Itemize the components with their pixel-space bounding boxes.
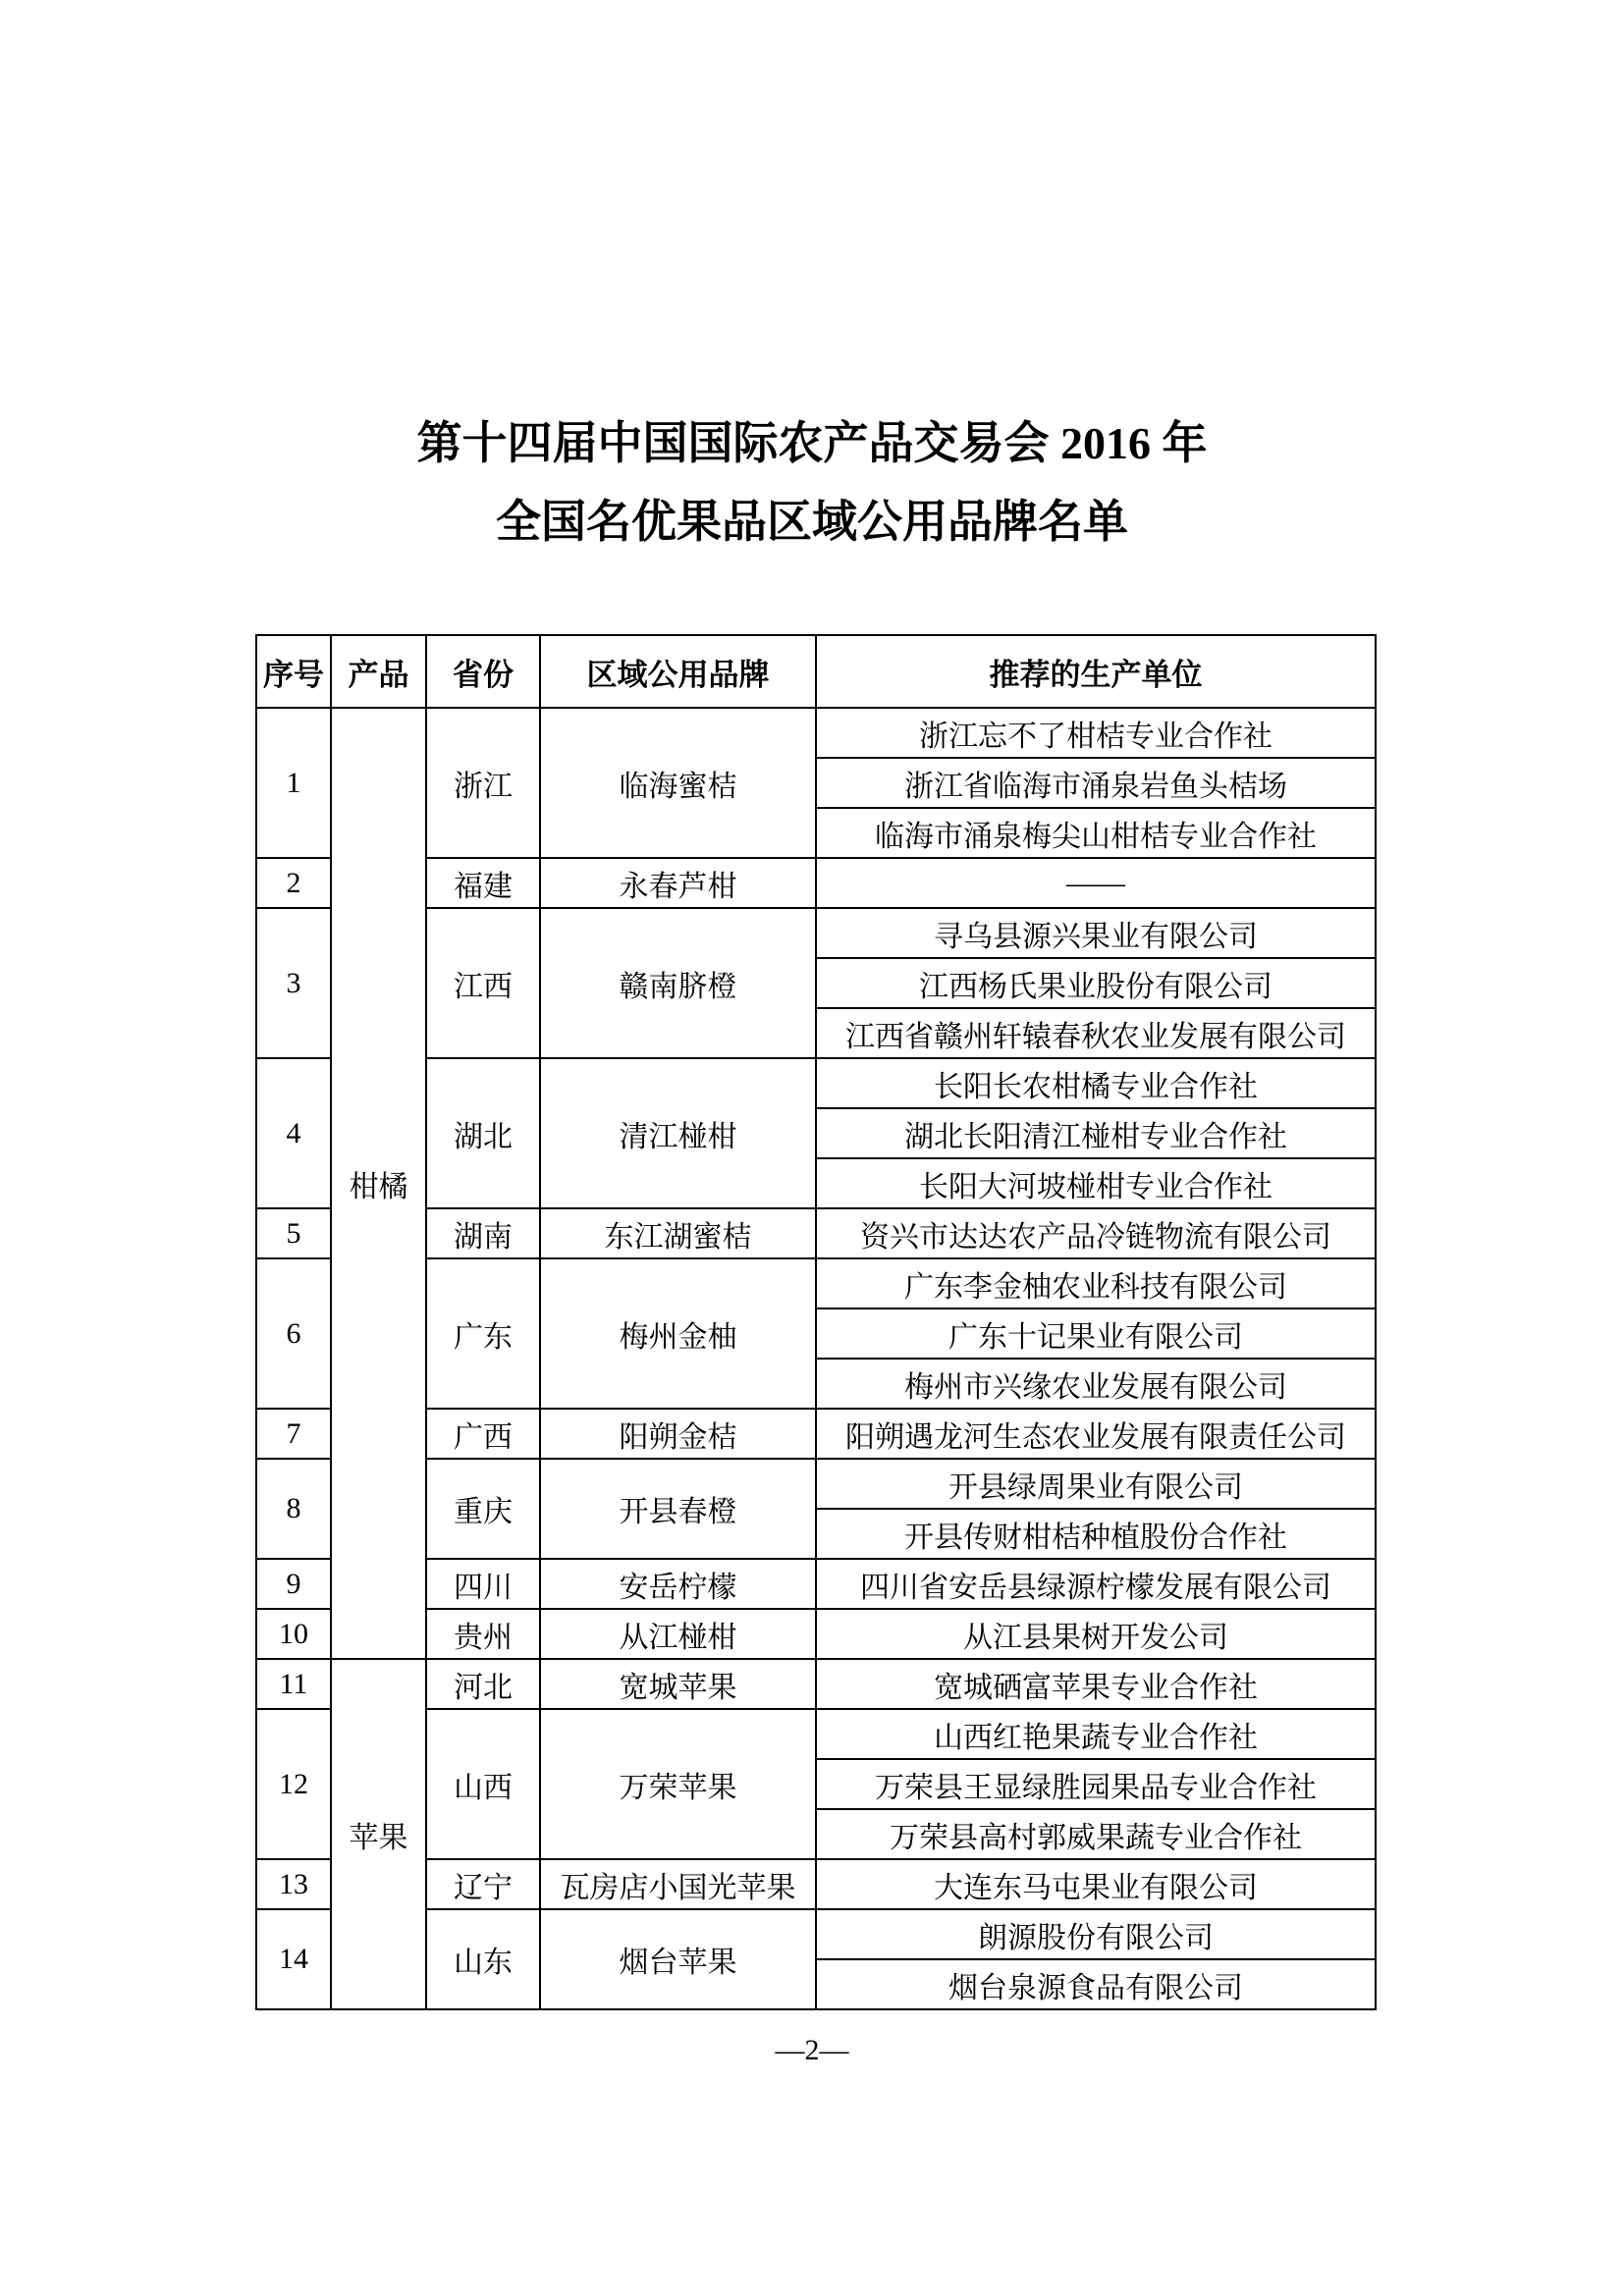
cell-brand: 万荣苹果: [540, 1709, 816, 1859]
cell-brand: 赣南脐橙: [540, 908, 816, 1058]
cell-province: 河北: [426, 1659, 540, 1709]
cell-producer: 朗源股份有限公司: [816, 1909, 1376, 1959]
cell-province: 贵州: [426, 1609, 540, 1659]
cell-serial: 9: [256, 1559, 331, 1609]
cell-brand: 从江椪柑: [540, 1609, 816, 1659]
cell-producer: 江西省赣州轩辕春秋农业发展有限公司: [816, 1008, 1376, 1058]
cell-brand: 永春芦柑: [540, 858, 816, 908]
header-province: 省份: [426, 635, 540, 708]
cell-serial: 10: [256, 1609, 331, 1659]
page-title: [0, 404, 1624, 561]
cell-producer: 江西杨氏果业股份有限公司: [816, 958, 1376, 1008]
cell-brand: 宽城苹果: [540, 1659, 816, 1709]
cell-serial: 14: [256, 1909, 331, 2009]
cell-serial: 12: [256, 1709, 331, 1859]
cell-province: 山东: [426, 1909, 540, 2009]
cell-serial: 7: [256, 1409, 331, 1459]
cell-producer: 烟台泉源食品有限公司: [816, 1959, 1376, 2009]
cell-producer: 山西红艳果蔬专业合作社: [816, 1709, 1376, 1759]
cell-producer: 从江县果树开发公司: [816, 1609, 1376, 1659]
table-row: [256, 1659, 1376, 1709]
cell-serial: 11: [256, 1659, 331, 1709]
cell-province: 辽宁: [426, 1859, 540, 1909]
cell-brand: 梅州金柚: [540, 1258, 816, 1409]
cell-province: 湖北: [426, 1058, 540, 1208]
cell-producer: 万荣县王显绿胜园果品专业合作社: [816, 1759, 1376, 1809]
cell-brand: 瓦房店小国光苹果: [540, 1859, 816, 1909]
header-producer: 推荐的生产单位: [816, 635, 1376, 708]
cell-serial: 13: [256, 1859, 331, 1909]
cell-brand: 开县春橙: [540, 1459, 816, 1559]
cell-brand: 安岳柠檬: [540, 1559, 816, 1609]
header-product: 产品: [331, 635, 426, 708]
cell-province: 广东: [426, 1258, 540, 1409]
cell-serial: 5: [256, 1208, 331, 1258]
cell-product: 苹果: [331, 1659, 426, 2009]
cell-producer: 浙江忘不了柑桔专业合作社: [816, 708, 1376, 758]
cell-brand: 临海蜜桔: [540, 708, 816, 858]
cell-serial: 6: [256, 1258, 331, 1409]
cell-producer: 四川省安岳县绿源柠檬发展有限公司: [816, 1559, 1376, 1609]
cell-province: 重庆: [426, 1459, 540, 1559]
table-row: [256, 708, 1376, 758]
cell-producer: 临海市涌泉梅尖山柑桔专业合作社: [816, 808, 1376, 858]
header-brand: 区域公用品牌: [540, 635, 816, 708]
cell-producer: 长阳长农柑橘专业合作社: [816, 1058, 1376, 1108]
cell-serial: 3: [256, 908, 331, 1058]
cell-serial: 4: [256, 1058, 331, 1208]
page-title-line-2: 全国名优果品区域公用品牌名单: [496, 497, 1128, 547]
header-serial: 序号: [256, 635, 331, 708]
cell-producer: 资兴市达达农产品冷链物流有限公司: [816, 1208, 1376, 1258]
cell-province: 广西: [426, 1409, 540, 1459]
cell-producer: 寻乌县源兴果业有限公司: [816, 908, 1376, 958]
cell-serial: 8: [256, 1459, 331, 1559]
cell-province: 江西: [426, 908, 540, 1058]
cell-producer: 梅州市兴缘农业发展有限公司: [816, 1359, 1376, 1409]
cell-province: 山西: [426, 1709, 540, 1859]
cell-producer: 广东十记果业有限公司: [816, 1308, 1376, 1359]
cell-producer: 万荣县高村郭威果蔬专业合作社: [816, 1809, 1376, 1859]
cell-product: 柑橘: [331, 708, 426, 1659]
cell-producer: 浙江省临海市涌泉岩鱼头桔场: [816, 758, 1376, 808]
brands-table: [255, 634, 1377, 2010]
cell-producer: 大连东马屯果业有限公司: [816, 1859, 1376, 1909]
cell-brand: 清江椪柑: [540, 1058, 816, 1208]
cell-province: 福建: [426, 858, 540, 908]
cell-producer: ——: [816, 858, 1376, 908]
table-header-row: [256, 635, 1376, 708]
cell-producer: 开县传财柑桔种植股份合作社: [816, 1509, 1376, 1559]
cell-province: 四川: [426, 1559, 540, 1609]
cell-producer: 广东李金柚农业科技有限公司: [816, 1258, 1376, 1308]
cell-brand: 阳朔金桔: [540, 1409, 816, 1459]
cell-brand: 东江湖蜜桔: [540, 1208, 816, 1258]
cell-producer: 开县绿周果业有限公司: [816, 1459, 1376, 1509]
table-body: [256, 708, 1376, 2009]
cell-serial: 1: [256, 708, 331, 858]
cell-producer: 阳朔遇龙河生态农业发展有限责任公司: [816, 1409, 1376, 1459]
cell-producer: 宽城硒富苹果专业合作社: [816, 1659, 1376, 1709]
page-title-line-1: 第十四届中国国际农产品交易会 2016 年: [416, 418, 1208, 468]
page-number: —2—: [775, 2034, 849, 2066]
cell-province: 湖南: [426, 1208, 540, 1258]
cell-producer: 湖北长阳清江椪柑专业合作社: [816, 1108, 1376, 1158]
cell-province: 浙江: [426, 708, 540, 858]
cell-serial: 2: [256, 858, 331, 908]
cell-brand: 烟台苹果: [540, 1909, 816, 2009]
cell-producer: 长阳大河坡椪柑专业合作社: [816, 1158, 1376, 1208]
